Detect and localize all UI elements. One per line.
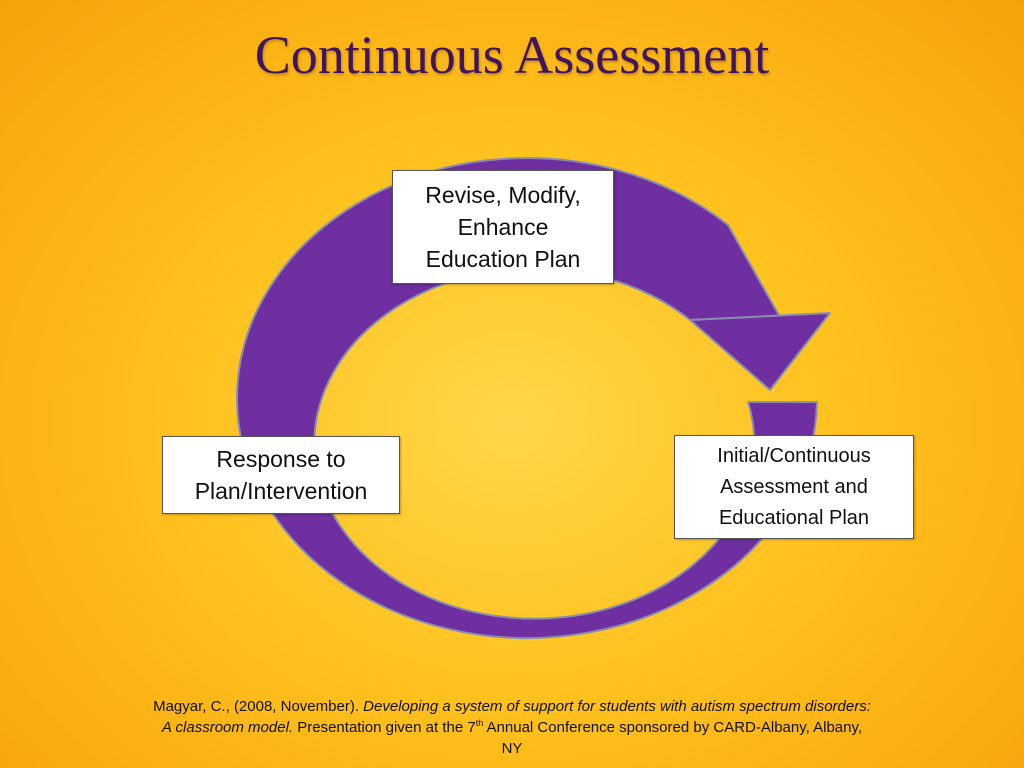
- step-response-line-2: Plan/Intervention: [194, 478, 368, 504]
- step-revise-line-3: Education Plan: [425, 246, 581, 272]
- citation-ordinal: th: [475, 718, 484, 728]
- citation-author: Magyar, C., (2008, November).: [153, 698, 364, 715]
- citation: [150, 696, 874, 759]
- citation-work: Developing a system of support for students with autism spectrum disorders: A classroom model.: [161, 698, 871, 736]
- citation-detail-a: Presentation given at the 7: [293, 719, 476, 736]
- citation-detail-b: Annual Conference sponsored by CARD-Albany, Albany, NY: [483, 719, 863, 757]
- cycle-arrowhead: [690, 313, 830, 390]
- page-title: Continuous Assessment: [254, 25, 770, 85]
- step-initial-line-1: Initial/Continuous: [717, 444, 871, 467]
- step-initial-line-3: Educational Plan: [718, 506, 870, 529]
- step-revise-line-1: Revise, Modify,: [425, 182, 581, 208]
- step-initial-line-2: Assessment and: [720, 475, 868, 498]
- step-revise-plan: [392, 170, 614, 284]
- step-response: [162, 436, 400, 514]
- step-revise-line-2: Enhance: [457, 214, 549, 240]
- step-response-line-1: Response to: [216, 446, 346, 472]
- step-initial-assessment: [674, 435, 914, 539]
